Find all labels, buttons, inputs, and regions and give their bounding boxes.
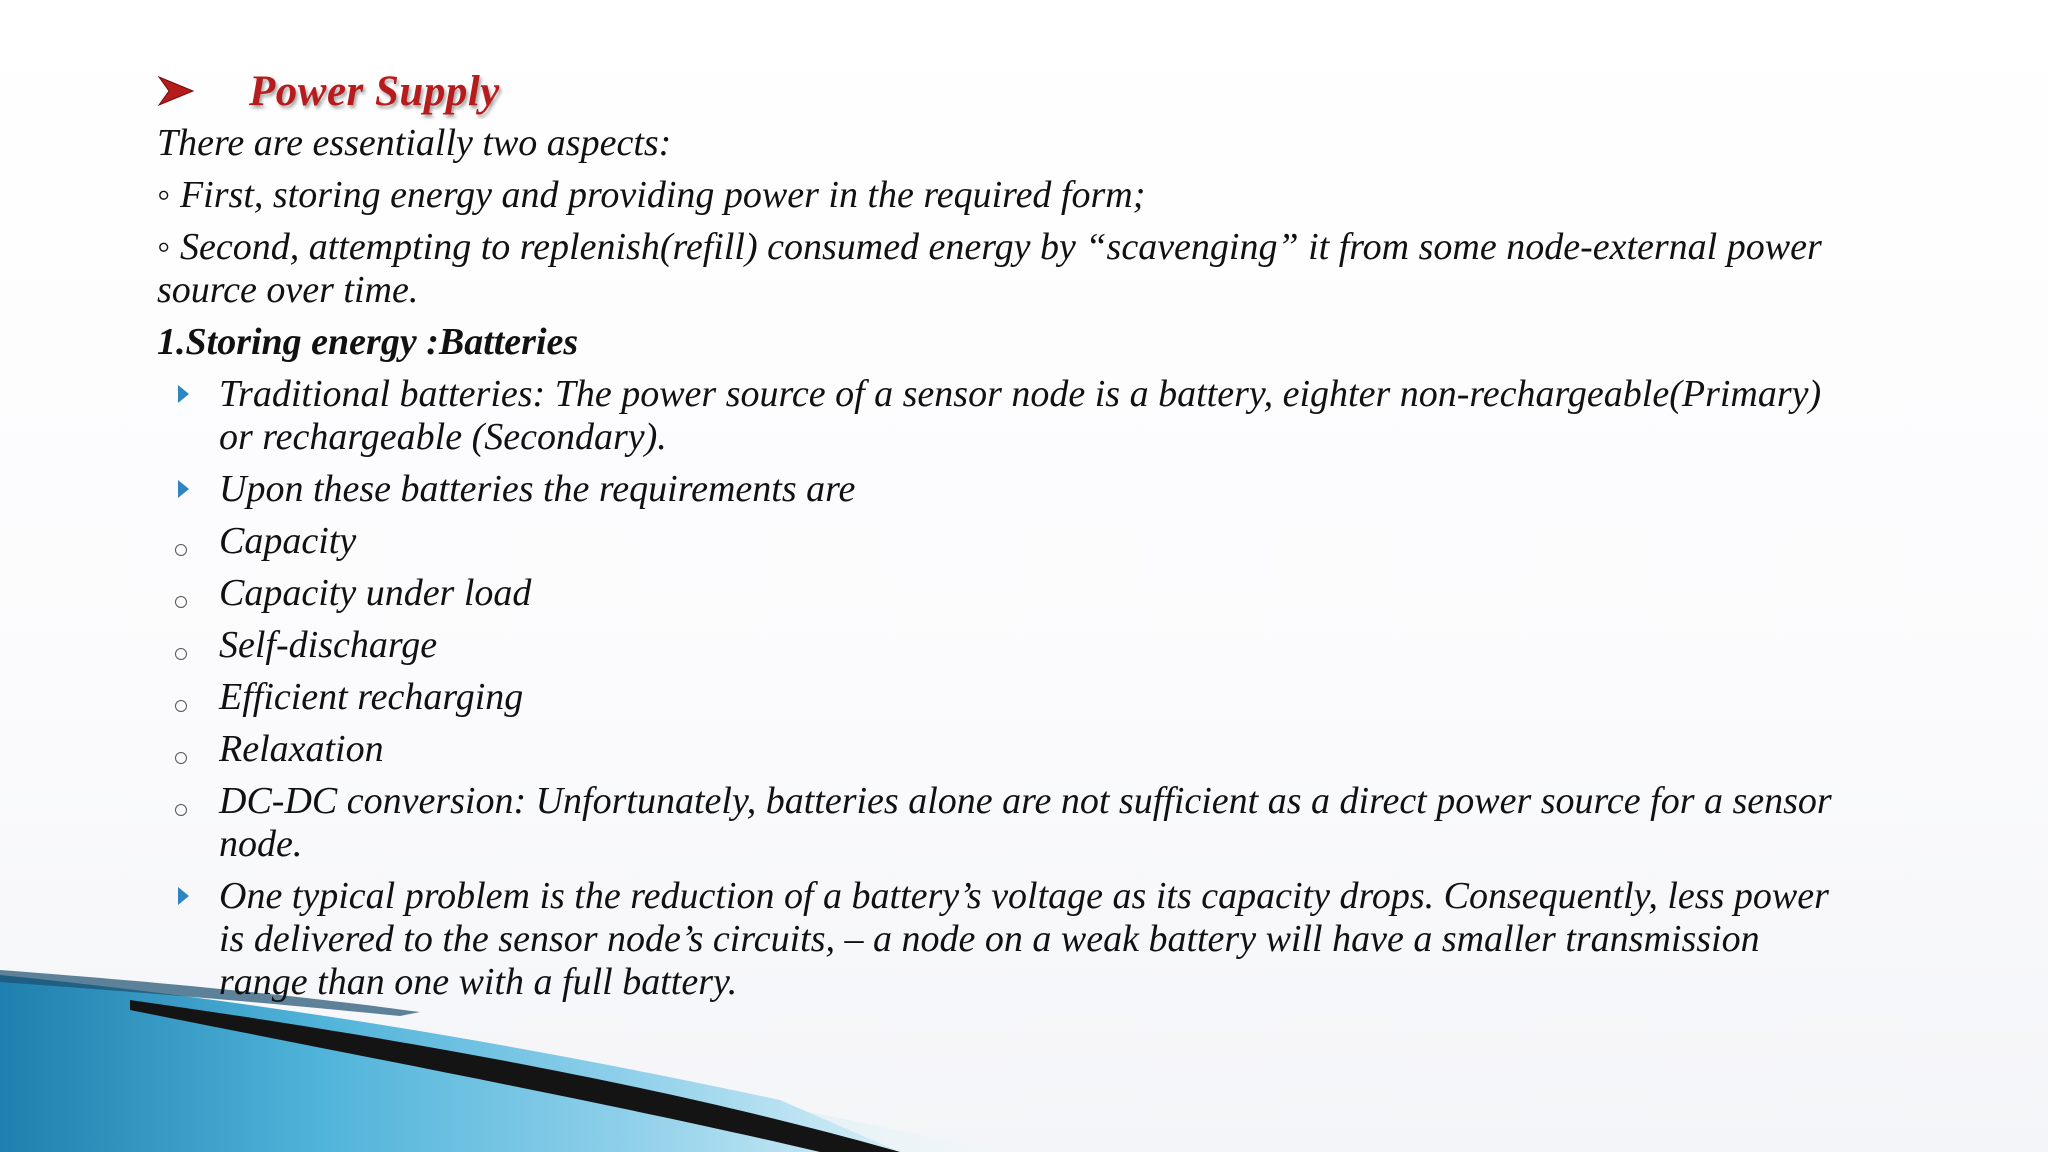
triangle-bullet-icon [178, 385, 189, 403]
list-item-text: Self-discharge [219, 624, 438, 666]
triangle-bullet-icon [178, 480, 189, 498]
list-item [157, 624, 1857, 667]
title-text: Power Supply [249, 67, 500, 115]
list-item-text: Traditional batteries: The power source of a sensor node is a battery, eighter non-rechargeable(Primary) or rechargeable (Secondary). [219, 373, 1822, 458]
list-item-text: Efficient recharging [219, 676, 524, 718]
list-item-text: Relaxation [219, 728, 384, 770]
circle-bullet-icon [175, 700, 187, 712]
aspect-first: ◦ First, storing energy and providing power in the required form; [157, 174, 1146, 216]
circle-bullet-icon [175, 752, 187, 764]
list-item-text: Capacity [219, 520, 357, 562]
circle-bullet-icon [175, 544, 187, 556]
circle-bullet-icon [175, 596, 187, 608]
list-item-text: Capacity under load [219, 572, 532, 614]
list-item [157, 780, 1857, 866]
circle-bullet-icon [175, 648, 187, 660]
slide-title [157, 60, 1857, 122]
list-item [157, 520, 1857, 563]
circle-bullet-icon [175, 804, 187, 816]
section-heading: 1.Storing energy :Batteries [157, 321, 579, 363]
slide-content [157, 60, 1857, 1004]
list-item [157, 728, 1857, 771]
list-item-text: One typical problem is the reduction of a battery’s voltage as its capacity drops. Consequently, less power is delivered to the sensor node’s circuits, – a node on a weak battery will have a smaller transmission range than one with a full battery. [219, 875, 1829, 1003]
list-item [157, 676, 1857, 719]
intro-text: There are essentially two aspects: [157, 122, 672, 164]
list-item [157, 572, 1857, 615]
list-item [157, 468, 1857, 511]
list-item-text: DC-DC conversion: Unfortunately, batteries alone are not sufficient as a direct power source for a sensor node. [219, 780, 1832, 865]
list-item-text: Upon these batteries the requirements are [219, 468, 856, 510]
arrowhead-icon [157, 71, 197, 111]
list-item [157, 875, 1857, 1004]
triangle-bullet-icon [178, 887, 189, 905]
aspect-second: ◦ Second, attempting to replenish(refill) consumed energy by “scavenging” it from some node-external power source over time. [157, 226, 1822, 311]
list-item [157, 373, 1857, 459]
